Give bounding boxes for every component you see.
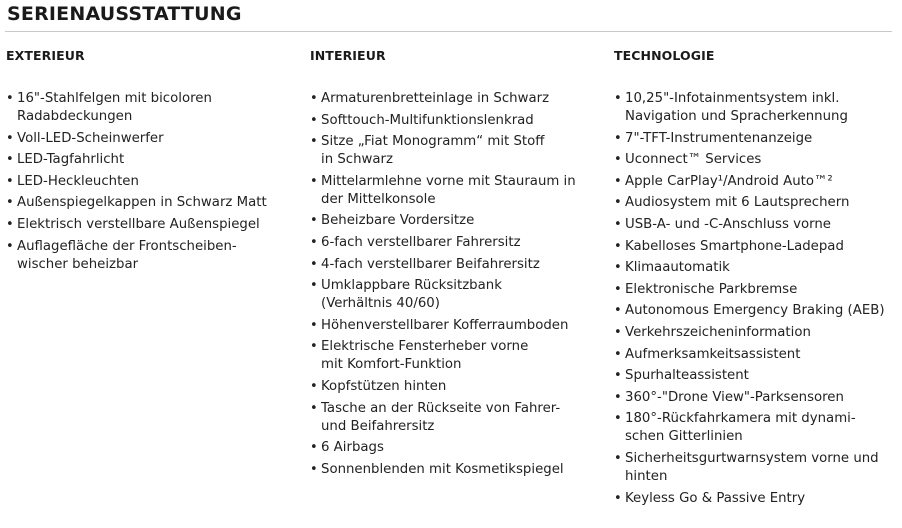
column-interieur <box>310 48 602 477</box>
list-item: • Verkehrszeicheninformation <box>614 324 899 342</box>
list-item: • 6-fach verstellbarer Fahrersitz <box>310 234 602 252</box>
list-item: • Höhenverstellbarer Kofferraumboden <box>310 317 602 335</box>
list-item: • Softtouch-Multifunktionslenkrad <box>310 112 602 130</box>
list-item: • Spurhalteassistent <box>614 367 899 385</box>
list-item: • 10,25"-Infotainmentsystem inkl. Navigation und Spracherkennung <box>614 90 899 126</box>
list-item: • Beheizbare Vordersitze <box>310 212 602 230</box>
column-heading: EXTERIEUR <box>6 48 85 63</box>
list-item: • 360°-"Drone View"-Parksensoren <box>614 389 899 407</box>
list-item: • 4-fach verstellbarer Beifahrersitz <box>310 256 602 274</box>
feature-list <box>310 90 602 482</box>
list-item: • Voll-LED-Scheinwerfer <box>6 130 298 148</box>
list-item: • Armaturenbretteinlage in Schwarz <box>310 90 602 108</box>
column-technologie <box>614 48 899 506</box>
feature-list <box>6 90 298 277</box>
list-item: • Elektrische Fensterheber vorne mit Komfort-Funktion <box>310 338 602 374</box>
list-item: • Apple CarPlay¹/Android Auto™² <box>614 173 899 191</box>
list-item: • Außenspiegelkappen in Schwarz Matt <box>6 194 298 212</box>
list-item: • 16"-Stahlfelgen mit bicoloren Radabdeckungen <box>6 90 298 126</box>
list-item: • Sitze „Fiat Monogramm“ mit Stoff in Schwarz <box>310 133 602 169</box>
list-item: • 6 Airbags <box>310 439 602 457</box>
list-item: • LED-Heckleuchten <box>6 173 298 191</box>
feature-list <box>614 90 899 511</box>
list-item: • Aufmerksamkeitsassistent <box>614 346 899 364</box>
list-item: • USB-A- und -C-Anschluss vorne <box>614 216 899 234</box>
list-item: • Elektronische Parkbremse <box>614 281 899 299</box>
list-item: • Mittelarmlehne vorne mit Stauraum in der Mittelkonsole <box>310 173 602 209</box>
list-item: • Sonnenblenden mit Kosmetikspiegel <box>310 461 602 479</box>
list-item: • Keyless Go & Passive Entry <box>614 490 899 508</box>
list-item: • Sicherheitsgurtwarnsystem vorne und hinten <box>614 450 899 486</box>
column-heading: INTERIEUR <box>310 48 386 63</box>
list-item: • Audiosystem mit 6 Lautsprechern <box>614 194 899 212</box>
list-item: • Umklappbare Rücksitzbank (Verhältnis 40/60) <box>310 277 602 313</box>
list-item: • Tasche an der Rückseite von Fahrer- und Beifahrersitz <box>310 400 602 436</box>
list-item: • Uconnect™ Services <box>614 151 899 169</box>
column-exterieur <box>6 48 298 272</box>
list-item: • LED-Tagfahrlicht <box>6 151 298 169</box>
list-item: • Auflagefläche der Frontscheiben- wischer beheizbar <box>6 238 298 274</box>
page-title: SERIENAUSSTATTUNG <box>7 3 242 25</box>
list-item: • 180°-Rückfahrkamera mit dynami- schen Gitterlinien <box>614 410 899 446</box>
list-item: • Kopfstützen hinten <box>310 378 602 396</box>
list-item: • 7"-TFT-Instrumentenanzeige <box>614 130 899 148</box>
list-item: • Autonomous Emergency Braking (AEB) <box>614 302 899 320</box>
column-heading: TECHNOLOGIE <box>614 48 715 63</box>
list-item: • Elektrisch verstellbare Außenspiegel <box>6 216 298 234</box>
list-item: • Kabelloses Smartphone-Ladepad <box>614 238 899 256</box>
title-divider <box>5 31 892 32</box>
list-item: • Klimaautomatik <box>614 259 899 277</box>
